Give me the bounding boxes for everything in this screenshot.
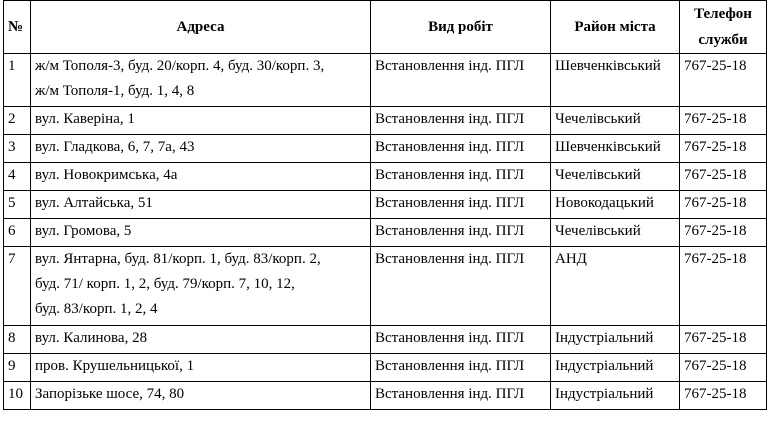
cell-address	[31, 382, 371, 410]
table-row	[4, 107, 767, 135]
cell-phone: 767-25-18	[680, 247, 767, 326]
table-row	[4, 191, 767, 219]
cell-address	[31, 107, 371, 135]
cell-num: 7	[4, 247, 31, 326]
cell-district: Індустріальний	[551, 354, 680, 382]
cell-address	[31, 354, 371, 382]
cell-address	[31, 326, 371, 354]
address-line: вул. Янтарна, буд. 81/корп. 1, буд. 83/корп. 2,	[35, 251, 321, 267]
cell-address	[31, 191, 371, 219]
address-line: ж/м Тополя-1, буд. 1, 4, 8	[35, 83, 195, 99]
header-work: Вид робіт	[371, 1, 551, 54]
cell-phone: 767-25-18	[680, 326, 767, 354]
table-row	[4, 135, 767, 163]
cell-address	[31, 219, 371, 247]
header-phone-line1: Телефон	[694, 6, 752, 22]
cell-num: 3	[4, 135, 31, 163]
cell-work: Встановлення інд. ПГЛ	[371, 382, 551, 410]
address-line: вул. Гладкова, 6, 7, 7а, 43	[35, 139, 195, 155]
header-row	[4, 1, 767, 54]
cell-phone: 767-25-18	[680, 382, 767, 410]
cell-work: Встановлення інд. ПГЛ	[371, 135, 551, 163]
table-row	[4, 54, 767, 107]
header-address: Адреса	[31, 1, 371, 54]
cell-work: Встановлення інд. ПГЛ	[371, 247, 551, 326]
cell-work: Встановлення інд. ПГЛ	[371, 354, 551, 382]
cell-num: 6	[4, 219, 31, 247]
header-phone	[680, 1, 767, 54]
cell-district: Новокодацький	[551, 191, 680, 219]
cell-phone: 767-25-18	[680, 107, 767, 135]
cell-phone: 767-25-18	[680, 163, 767, 191]
cell-district: Індустріальний	[551, 382, 680, 410]
works-table	[3, 0, 767, 410]
cell-district: Чечелівський	[551, 107, 680, 135]
address-line: вул. Громова, 5	[35, 223, 132, 239]
cell-phone: 767-25-18	[680, 354, 767, 382]
cell-address	[31, 163, 371, 191]
table-row	[4, 163, 767, 191]
cell-work: Встановлення інд. ПГЛ	[371, 219, 551, 247]
header-district: Район міста	[551, 1, 680, 54]
table-row	[4, 382, 767, 410]
cell-phone: 767-25-18	[680, 191, 767, 219]
cell-num: 9	[4, 354, 31, 382]
address-line: буд. 83/корп. 1, 2, 4	[35, 301, 158, 317]
cell-num: 5	[4, 191, 31, 219]
header-num: №	[4, 1, 31, 54]
table-row	[4, 354, 767, 382]
address-line: Запорізьке шосе, 74, 80	[35, 386, 185, 402]
cell-phone: 767-25-18	[680, 54, 767, 107]
table-body	[4, 54, 767, 410]
cell-address	[31, 135, 371, 163]
cell-address	[31, 247, 371, 326]
address-line: ж/м Тополя-3, буд. 20/корп. 4, буд. 30/корп. 3,	[35, 58, 325, 74]
address-line: вул. Калинова, 28	[35, 330, 148, 346]
cell-district: Шевченківський	[551, 54, 680, 107]
address-line: вул. Каверіна, 1	[35, 111, 135, 127]
table-row	[4, 326, 767, 354]
cell-work: Встановлення інд. ПГЛ	[371, 107, 551, 135]
cell-num: 1	[4, 54, 31, 107]
cell-num: 4	[4, 163, 31, 191]
table-row	[4, 219, 767, 247]
cell-district: АНД	[551, 247, 680, 326]
cell-work: Встановлення інд. ПГЛ	[371, 326, 551, 354]
cell-num: 8	[4, 326, 31, 354]
address-line: буд. 71/ корп. 1, 2, буд. 79/корп. 7, 10, 12,	[35, 276, 295, 292]
address-line: пров. Крушельницької, 1	[35, 358, 195, 374]
cell-district: Індустріальний	[551, 326, 680, 354]
cell-work: Встановлення інд. ПГЛ	[371, 191, 551, 219]
address-line: вул. Новокримська, 4а	[35, 167, 178, 183]
cell-district: Шевченківський	[551, 135, 680, 163]
cell-num: 2	[4, 107, 31, 135]
address-line: вул. Алтайська, 51	[35, 195, 153, 211]
cell-work: Встановлення інд. ПГЛ	[371, 163, 551, 191]
table-row	[4, 247, 767, 326]
header-phone-line2: служби	[698, 32, 748, 48]
cell-num: 10	[4, 382, 31, 410]
cell-phone: 767-25-18	[680, 135, 767, 163]
cell-phone: 767-25-18	[680, 219, 767, 247]
cell-district: Чечелівський	[551, 163, 680, 191]
cell-address	[31, 54, 371, 107]
cell-district: Чечелівський	[551, 219, 680, 247]
cell-work: Встановлення інд. ПГЛ	[371, 54, 551, 107]
